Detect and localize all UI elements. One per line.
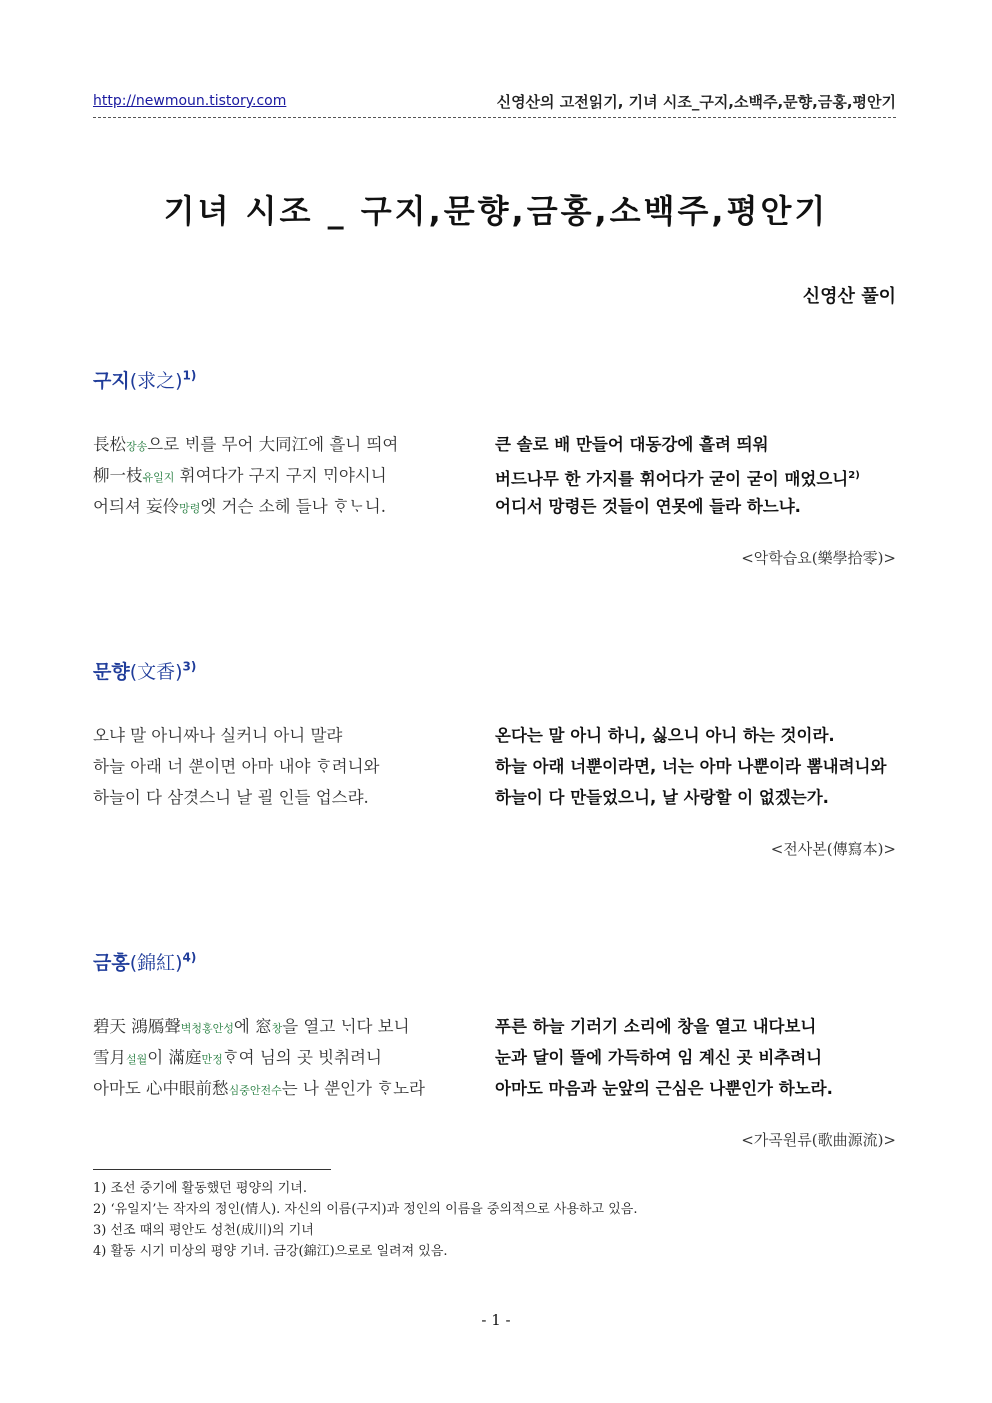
section-name: 구지	[93, 370, 130, 392]
line-text: 엣 거슨 소헤 들나 ᄒᆞᄂᆞ니.	[200, 497, 386, 516]
section-name: 문향	[93, 661, 130, 683]
line-text: 푸른 하늘 기러기 소리에 창을 열고 내다보니	[495, 1017, 817, 1036]
author-credit: 신영산 풀이	[802, 286, 896, 307]
translation-text	[495, 1011, 896, 1104]
footnote-ref[interactable]: 3)	[182, 659, 197, 674]
original-text	[93, 1011, 493, 1104]
reading-gloss: 장송	[126, 440, 148, 453]
document-title: 기녀 시조 _ 구지,문향,금홍,소백주,평안기	[163, 192, 829, 230]
line-text: 柳一枝	[93, 466, 143, 485]
line-text: ᄒᆞ여 님의 곳 빗취려니	[222, 1048, 382, 1067]
translation-line	[495, 1042, 896, 1073]
translation-text	[495, 429, 896, 522]
line-text: 으로 ᄇᆡ를 무어 大同江에 흘니 띄여	[147, 435, 399, 454]
footnote-item: 2) ‘유일지’는 작자의 정인(情人). 자신의 이름(구지)과 정인의 이름을 중의적으로 사용하고 있음.	[93, 1202, 638, 1217]
section-hanja: (文香)	[129, 661, 183, 683]
reading-gloss: 설월	[126, 1053, 148, 1066]
translation-text	[495, 720, 896, 813]
line-text: 하늘이 다 삼겻스니 날 괼 인들 업스랴.	[93, 788, 369, 807]
section-title	[93, 948, 896, 978]
reading-gloss: 유일지	[142, 471, 175, 484]
line-text: 長松	[93, 435, 126, 454]
reading-gloss: 창	[271, 1022, 283, 1035]
source-citation: <가곡원류(歌曲源流)>	[741, 1131, 896, 1149]
footnote-ref[interactable]: 2)	[848, 470, 860, 481]
translation-line	[495, 1011, 896, 1042]
translation-line	[495, 782, 896, 813]
footnote-item: 3) 선조 때의 평안도 성천(成川)의 기녀	[93, 1223, 314, 1238]
line-text: 어디서 망령든 것들이 연못에 들라 하느냐.	[495, 497, 801, 516]
source-citation: <악학습요(樂學拾零)>	[741, 549, 896, 567]
line-text: 아마도 心中眼前愁	[93, 1079, 229, 1098]
original-text	[93, 429, 493, 522]
line-text: 는 나 ᄲᅮᆫ인가 ᄒᆞ노라	[281, 1079, 425, 1098]
translation-line	[495, 429, 896, 460]
original-line	[93, 429, 493, 460]
reading-gloss: 벽청홍안성	[180, 1022, 234, 1035]
reading-gloss: 망령	[179, 502, 201, 515]
line-text: 휘여다가 구지 구지 ᄆᆡ야시니	[174, 466, 387, 485]
original-line	[93, 782, 493, 813]
line-text: 하늘 아래 너 ᄲᅮᆫ이면 아마 내야 ᄒᆞ려니와	[93, 757, 380, 776]
translation-line	[495, 720, 896, 751]
line-text: 아마도 마음과 눈앞의 근심은 나뿐인가 하노라.	[495, 1079, 833, 1098]
poem-section-guji	[93, 366, 896, 568]
section-title	[93, 366, 896, 396]
footnote-ref[interactable]: 1)	[182, 368, 197, 383]
section-name: 금홍	[93, 952, 130, 974]
line-text: 雪月	[93, 1048, 126, 1067]
footnote-item: 1) 조선 중기에 활동했던 평양의 기녀.	[93, 1181, 307, 1196]
original-line	[93, 1042, 493, 1073]
translation-line	[495, 491, 896, 522]
original-text	[93, 720, 493, 813]
footnotes	[93, 1178, 896, 1262]
source-citation: <전사본(傳寫本)>	[770, 840, 896, 858]
translation-line	[495, 460, 896, 491]
line-text: 오냐 말 아니ᄶᅡ나 실커니 아니 말랴	[93, 726, 343, 745]
original-line	[93, 491, 493, 522]
original-line	[93, 751, 493, 782]
section-hanja: (求之)	[129, 370, 183, 392]
line-text: 하늘 아래 너뿐이라면, 너는 아마 나뿐이라 뽐내려니와	[495, 757, 887, 776]
header-title: 신영산의 고전읽기, 기녀 시조_구지,소백주,문향,금홍,평안기	[496, 93, 896, 111]
reading-gloss: 만정	[201, 1053, 223, 1066]
original-line	[93, 1011, 493, 1042]
line-text: 버드나무 한 가지를 휘어다가 굳이 굳이 매었으니	[495, 469, 849, 489]
line-text: 碧天 鴻鴈聲	[93, 1017, 181, 1036]
footnote-ref[interactable]: 4)	[182, 950, 197, 965]
original-line	[93, 1073, 493, 1104]
poem-body	[93, 429, 896, 529]
line-text: 하늘이 다 만들었으니, 날 사랑할 이 없겠는가.	[495, 788, 829, 807]
line-text: 큰 솔로 배 만들어 대동강에 흘려 띄워	[495, 435, 769, 454]
poem-section-geumhong	[93, 948, 896, 1150]
translation-line	[495, 1073, 896, 1104]
line-text: 어듸셔 妄伶	[93, 497, 180, 516]
section-hanja: (錦紅)	[129, 952, 183, 974]
line-text: 눈과 달이 뜰에 가득하여 임 계신 곳 비추려니	[495, 1048, 823, 1067]
translation-line	[495, 751, 896, 782]
poem-body	[93, 720, 896, 820]
poem-section-munhyang	[93, 657, 896, 859]
header-url-link[interactable]: http://newmoun.tistory.com	[93, 93, 287, 109]
footnote-divider	[93, 1169, 331, 1170]
line-text: 온다는 말 아니 하니, 싫으니 아니 하는 것이라.	[495, 726, 835, 745]
line-text: 이 滿庭	[147, 1048, 202, 1067]
section-title	[93, 657, 896, 687]
reading-gloss: 심중안전수	[228, 1084, 282, 1097]
line-text: 에 窓	[233, 1017, 272, 1036]
page-number: - 1 -	[481, 1311, 511, 1329]
header-divider	[93, 117, 896, 118]
original-line	[93, 460, 493, 491]
original-line	[93, 720, 493, 751]
line-text: 을 열고 ᄂᆡ다 보니	[282, 1017, 410, 1036]
poem-body	[93, 1011, 896, 1111]
footnote-item: 4) 활동 시기 미상의 평양 기녀. 금강(錦江)으로로 일려져 있음.	[93, 1244, 448, 1259]
